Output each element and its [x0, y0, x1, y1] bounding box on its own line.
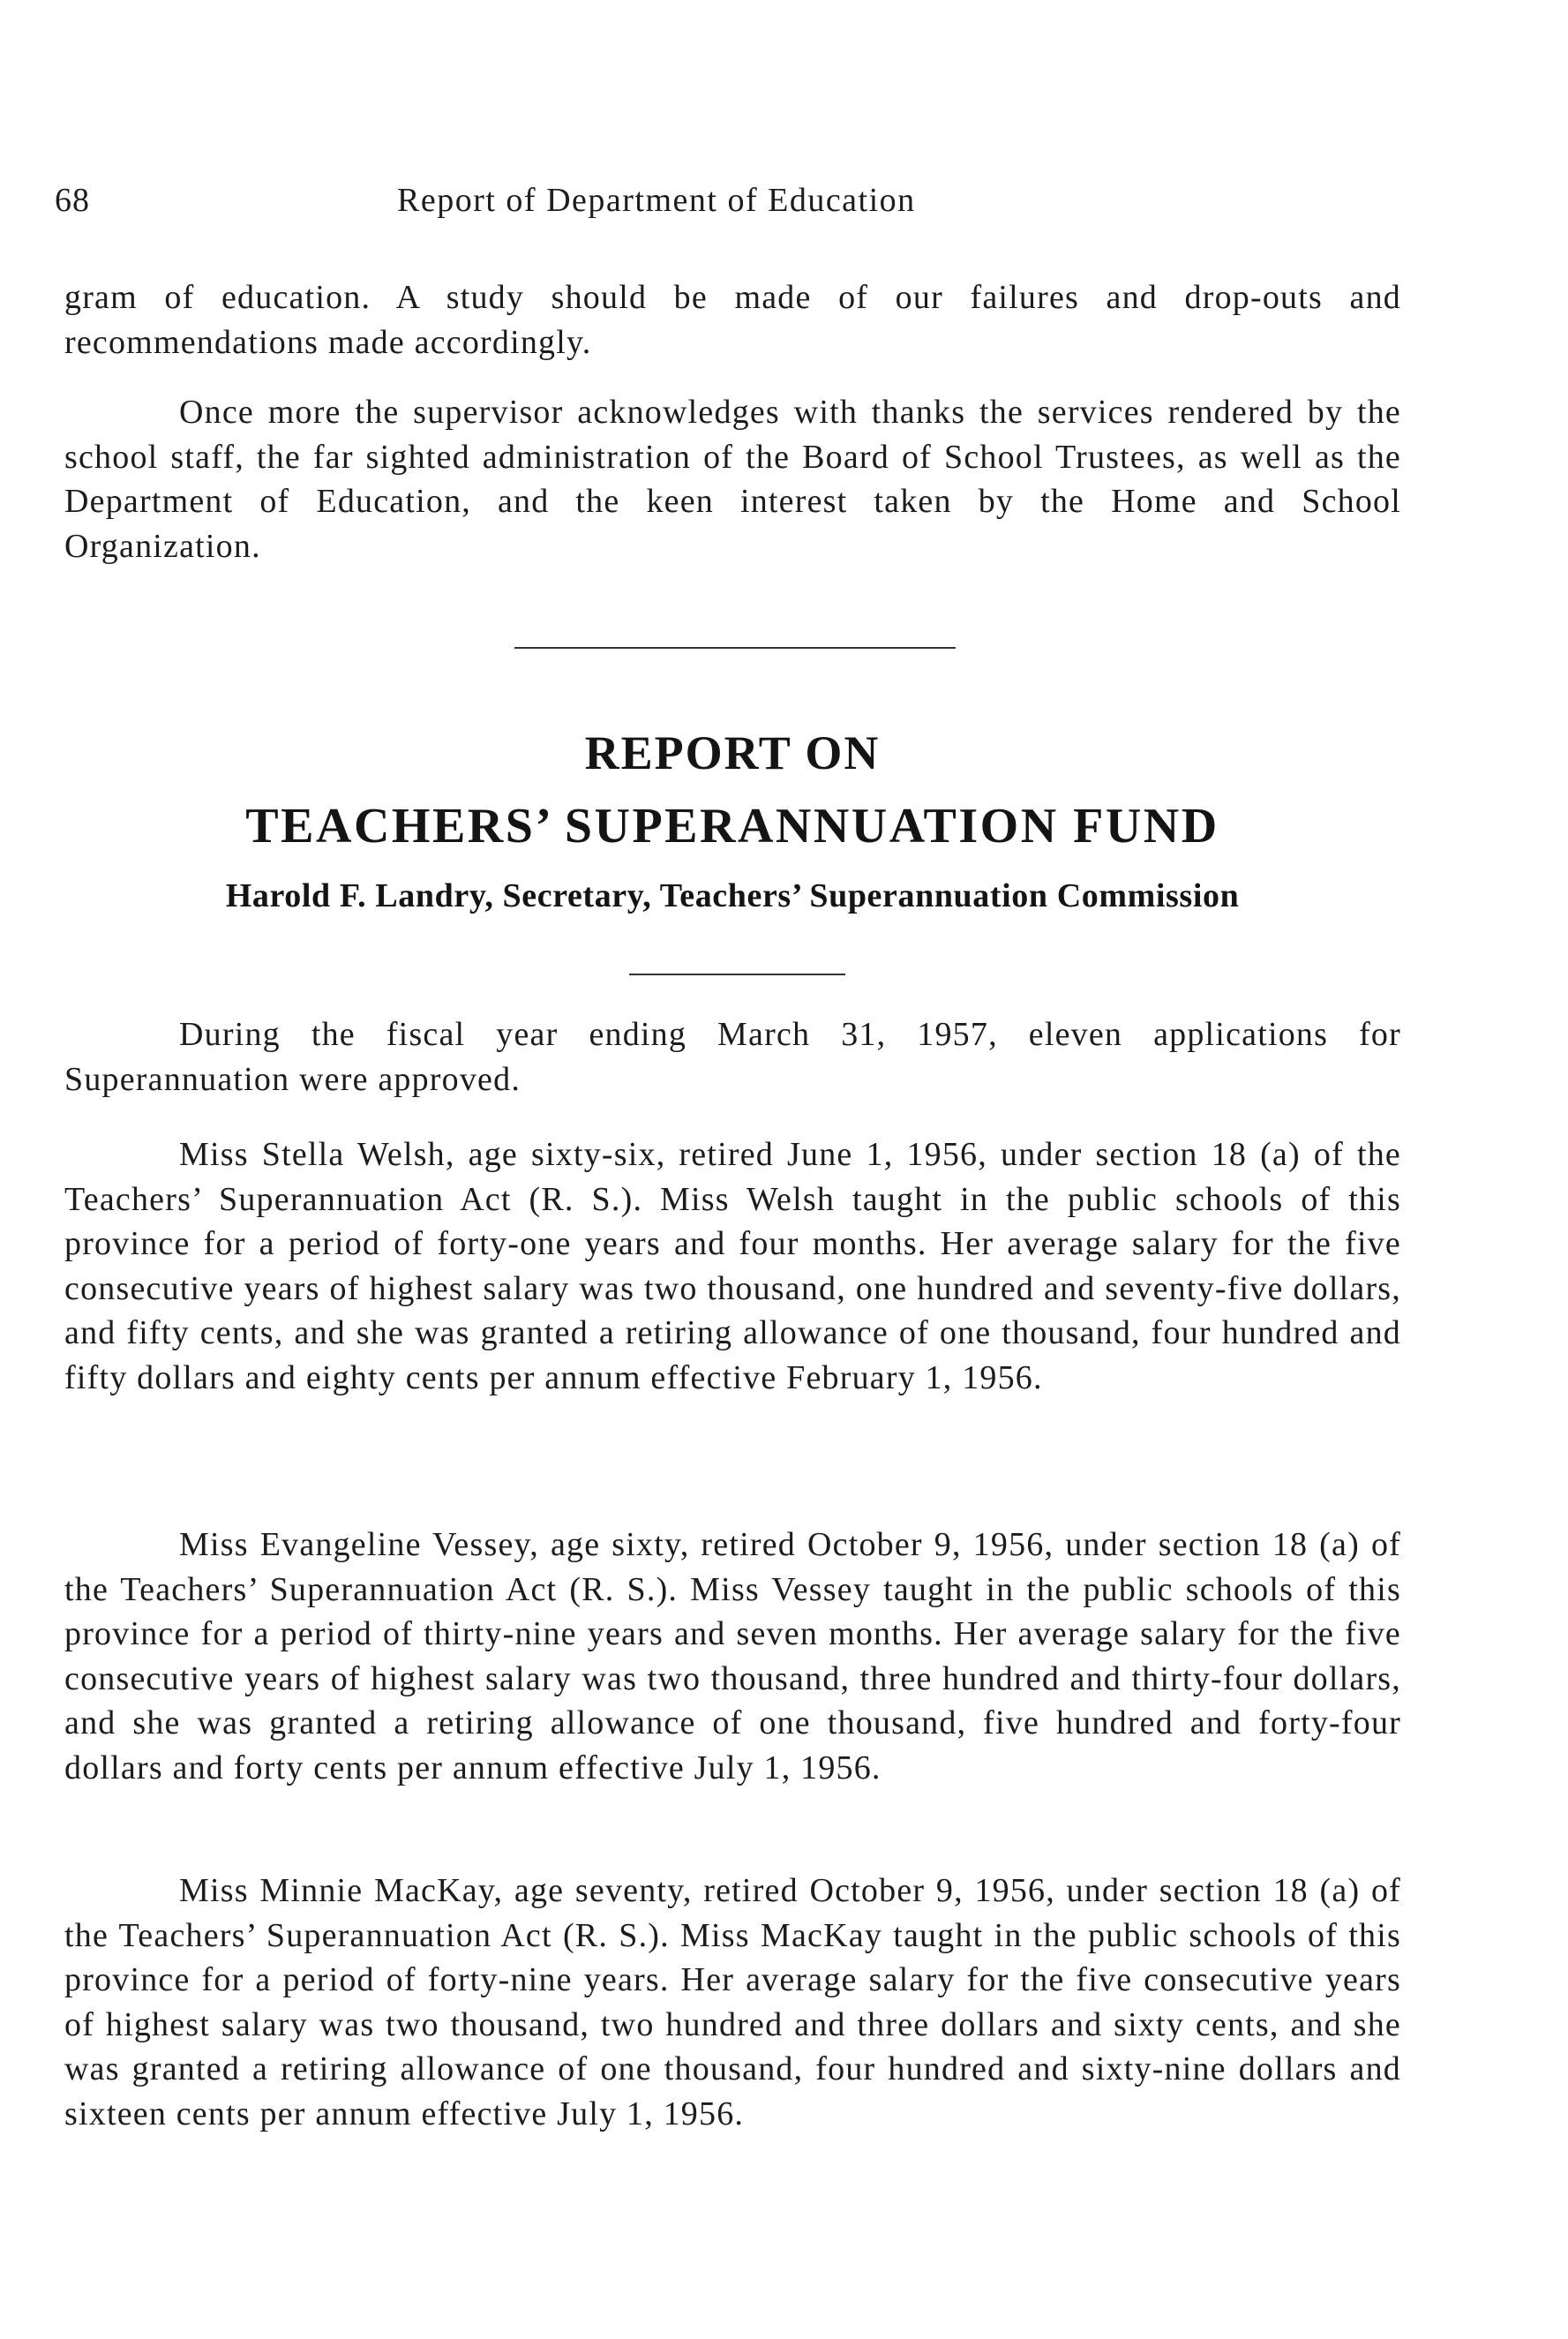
welsh-block — [64, 1132, 1401, 1400]
report-byline: Harold F. Landry, Secretary, Teachers’ Superannuation Commission — [225, 877, 1240, 914]
intro-continuation-paragraph: gram of education. A study should be made of our failures and drop-outs and recommendations made accordingly. — [64, 279, 1401, 361]
fiscal-summary-block — [64, 1012, 1401, 1102]
vessey-paragraph: Miss Evangeline Vessey, age sixty, retired October 9, 1956, under section 18 (a) of the Teachers’ Superannuation Act (R. S.). Miss Vessey taught in the public schools of this province for a period of thirty-nine years and seven months. Her average salary for the five consecutive years of highest salary was two thousand, three hundred and thirty-four dollars, and she was granted a retiring allowance of one thousand, five hundred and forty-four dollars and forty cents per annum effective July 1, 1956. — [64, 1526, 1401, 1786]
fiscal-summary-paragraph: During the fiscal year ending March 31, 1957, eleven applications for Superannuation were approved. — [64, 1016, 1401, 1098]
mackay-paragraph: Miss Minnie MacKay, age seventy, retired October 9, 1956, under section 18 (a) of the Teachers’ Superannuation Act (R. S.). Miss MacKay taught in the public schools of this province for a period of forty-nine years. Her average salary for the five consecutive years of highest salary was two thousand, two hundred and three dollars and sixty cents, and she was granted a retiring allowance of one thousand, four hundred and sixty-nine dollars and sixteen cents per annum effective July 1, 1956. — [64, 1872, 1401, 2132]
acknowledgement-block — [64, 390, 1401, 568]
report-title-line1: REPORT ON — [584, 726, 881, 779]
running-title: Report of Department of Education — [397, 182, 916, 219]
section-divider-bottom — [629, 974, 845, 975]
intro-continuation-block — [64, 275, 1401, 365]
vessey-block — [64, 1523, 1401, 1790]
acknowledgement-paragraph: Once more the supervisor acknowledges with thanks the services rendered by the school staff, the far sighted administration of the Board of School Trustees, as well as the Department of Education, and the keen interest taken by the Home and School Organization. — [64, 394, 1401, 565]
welsh-paragraph: Miss Stella Welsh, age sixty-six, retired June 1, 1956, under section 18 (a) of the Teachers’ Superannuation Act (R. S.). Miss Welsh taught in the public schools of this province for a period of forty-one years and four months. Her average salary for the five consecutive years of highest salary was two thousand, one hundred and seventy-five dollars, and fifty cents, and she was granted a retiring allowance of one thousand, four hundred and fifty dollars and eighty cents per annum effective February 1, 1956. — [64, 1136, 1401, 1396]
page-number: 68 — [55, 182, 90, 219]
mackay-block — [64, 1869, 1401, 2136]
report-title-line2: TEACHERS’ SUPERANNUATION FUND — [245, 799, 1219, 854]
page-header — [55, 181, 1052, 225]
section-divider-top — [514, 647, 956, 649]
